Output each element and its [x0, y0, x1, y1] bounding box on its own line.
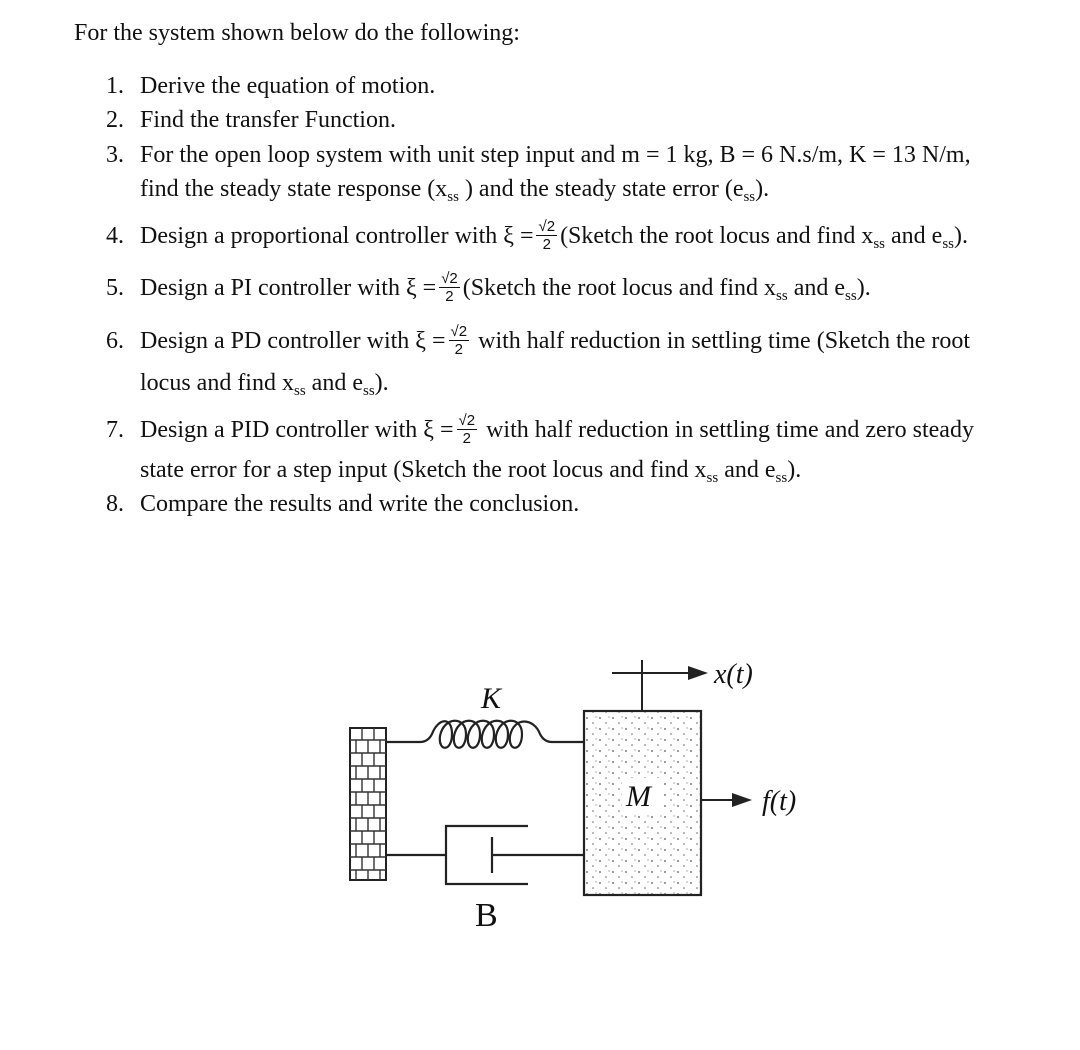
item-text: Compare the results and write the conclusion.	[140, 491, 580, 517]
subscript: ss	[942, 236, 955, 252]
item-number: 3.	[106, 142, 124, 168]
displacement-label: x(t)	[714, 659, 753, 690]
item-text: Find the transfer Function.	[140, 107, 396, 133]
spring-label: K	[481, 682, 502, 715]
fraction-numerator: √2	[450, 322, 468, 340]
subscript: ss	[293, 383, 306, 399]
force-label: f(t)	[762, 786, 797, 817]
fraction-numerator: √2	[441, 269, 458, 287]
item-text: and e	[787, 275, 846, 301]
item-text: (Sketch the root locus and find x	[560, 223, 874, 249]
fraction-numerator: √2	[538, 217, 556, 235]
item-text: with half reduction in settling time and zero steady	[480, 417, 974, 443]
item-text: Design a proportional controller with ξ =	[140, 223, 534, 249]
item-text: ) and the steady state error (e	[458, 176, 744, 202]
damper	[386, 826, 584, 884]
item-text: ).	[374, 370, 389, 396]
item-text: with half reduction in settling time (Sketch the root	[472, 328, 971, 354]
item-text: ).	[787, 457, 802, 483]
item-number: 8.	[106, 491, 124, 517]
fraction-denominator: 2	[462, 429, 471, 447]
spring	[386, 721, 584, 748]
item-text: Derive the equation of motion.	[140, 73, 436, 99]
item-text: locus and find x	[140, 370, 294, 396]
displacement-arrow	[612, 660, 708, 711]
item-text: and e	[885, 223, 943, 249]
mass-label: M	[626, 780, 651, 813]
item-text: For the open loop system with unit step input and m = 1 kg, B = 6 N.s/m, K = 13 N/m,	[140, 142, 971, 168]
item-number: 6.	[106, 328, 124, 354]
fraction-denominator: 2	[445, 287, 454, 305]
item-number: 2.	[106, 107, 124, 133]
item-text: ).	[755, 176, 770, 202]
subscript: ss	[447, 189, 459, 205]
item-text: find the steady state response (x	[140, 176, 448, 202]
item-number: 5.	[106, 275, 124, 301]
item-text: ).	[954, 223, 969, 249]
item-text: Design a PD controller with ξ =	[140, 328, 446, 354]
fraction-numerator: √2	[458, 411, 476, 429]
item-text: (Sketch the root locus and find x	[462, 275, 777, 301]
subscript: ss	[362, 383, 375, 399]
fixed-wall	[350, 728, 386, 880]
subscript: ss	[776, 288, 788, 304]
intro-text: For the system shown below do the following:	[74, 20, 520, 46]
item-text: state error for a step input (Sketch the root locus and find x	[140, 457, 707, 483]
subscript: ss	[873, 236, 886, 252]
item-number: 1.	[106, 73, 124, 99]
subscript: ss	[743, 189, 756, 205]
subscript: ss	[775, 470, 788, 486]
fraction-denominator: 2	[542, 235, 551, 253]
force-arrow	[701, 793, 752, 807]
item-text: Design a PI controller with ξ =	[140, 275, 437, 301]
item-text: and e	[718, 457, 776, 483]
item-number: 7.	[106, 417, 124, 443]
item-text: Design a PID controller with ξ =	[140, 417, 454, 443]
item-number: 4.	[106, 223, 124, 249]
item-text: ).	[856, 275, 871, 301]
subscript: ss	[845, 288, 857, 304]
item-text: and e	[305, 370, 363, 396]
damper-label: B	[475, 897, 498, 934]
subscript: ss	[706, 470, 719, 486]
fraction-denominator: 2	[454, 340, 463, 358]
